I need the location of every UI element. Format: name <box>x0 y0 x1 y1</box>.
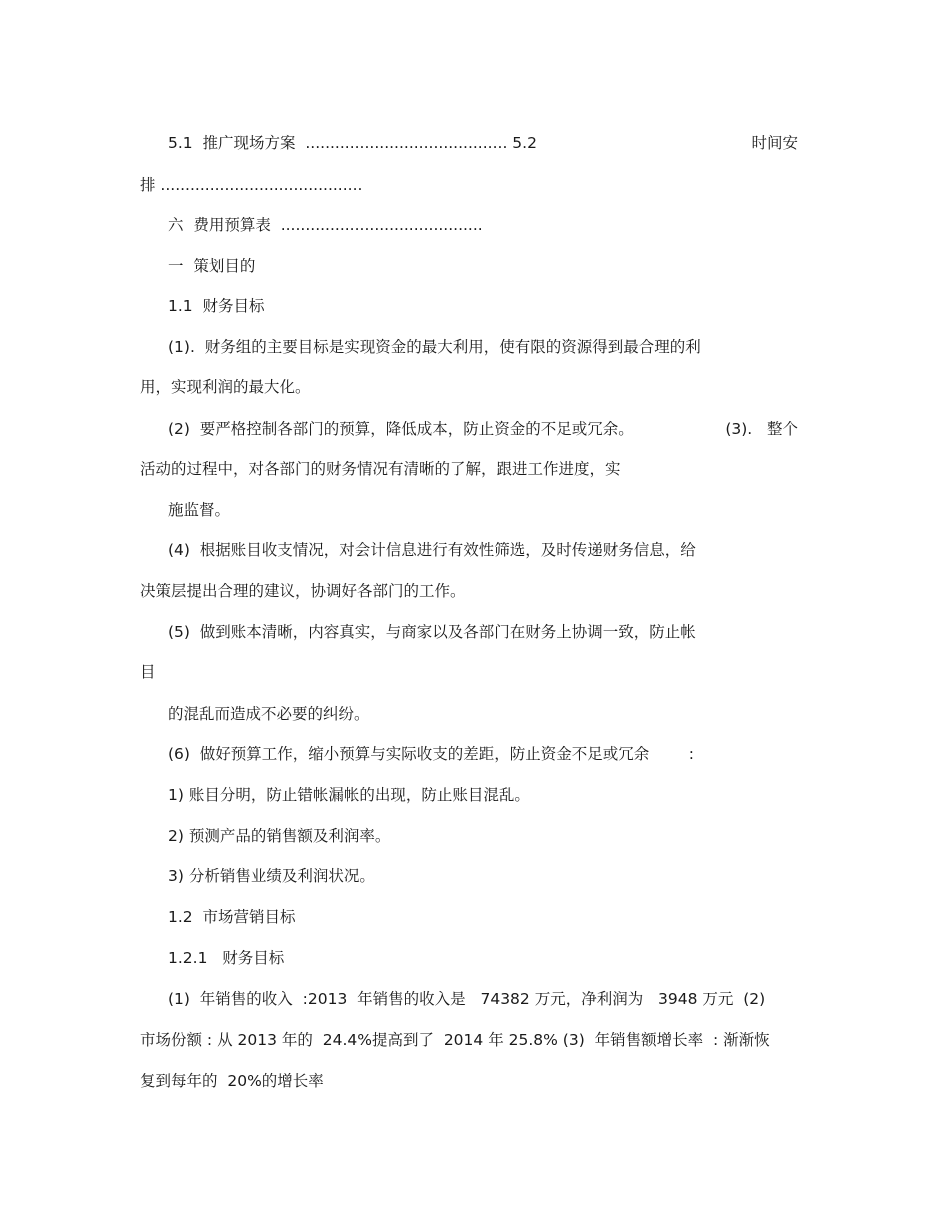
paragraph-7-line-1: (1) 年销售的收入 :2013 年销售的收入是 74382 万元，净利润为 3948 万元 (2) <box>168 990 766 1008</box>
paragraph-7-line-3: 复到每年的 20%的增长率 <box>140 1072 324 1090</box>
paragraph-5-line-1: (5) 做到账本清晰，内容真实，与商家以及各部门在财务上协调一致，防止帐 <box>168 623 696 641</box>
section-heading-1: 一 策划目的 <box>168 257 256 275</box>
paragraph-3-start: (3). 整个 <box>725 420 798 438</box>
paragraph-5-line-2: 目 <box>140 663 156 681</box>
list-item-3: 3) 分析销售业绩及利润状况。 <box>168 867 375 885</box>
paragraph-5-line-3: 的混乱而造成不必要的纠纷。 <box>168 705 370 723</box>
paragraph-1-line-1: (1). 财务组的主要目标是实现资金的最大利用，使有限的资源得到最合理的利 <box>168 338 701 356</box>
paragraph-7-line-2: 市场份额 : 从 2013 年的 24.4%提高到了 2014 年 25.8% (3) 年销售额增长率 : 渐渐恢 <box>140 1031 770 1049</box>
paragraph-1-line-2: 用，实现利润的最大化。 <box>140 378 311 396</box>
toc-line-5-2-cont: 排 ......................................... <box>140 176 363 194</box>
list-item-1: 1) 账目分明，防止错帐漏帐的出现，防止账目混乱。 <box>168 786 530 804</box>
paragraph-4-line-2: 决策层提出合理的建议，协调好各部门的工作。 <box>140 582 466 600</box>
subsection-heading-1-2-1: 1.2.1 财务目标 <box>168 949 285 967</box>
subsection-heading-1-1: 1.1 财务目标 <box>168 297 265 315</box>
subsection-heading-1-2: 1.2 市场营销目标 <box>168 908 296 926</box>
paragraph-2-line-1: (2) 要严格控制各部门的预算，降低成本，防止资金的不足或冗余。 <box>168 420 634 438</box>
toc-line-5-1: 5.1 推广现场方案 ......................................... 5.2 <box>168 134 537 152</box>
paragraph-3-line-3: 施监督。 <box>168 501 231 519</box>
list-item-2: 2) 预测产品的销售额及利润率。 <box>168 827 391 845</box>
toc-line-6: 六 费用预算表 ......................................... <box>168 216 483 234</box>
toc-line-5-2-tail: 时间安 <box>751 134 798 152</box>
paragraph-3-line-2: 活动的过程中，对各部门的财务情况有清晰的了解，跟进工作进度，实 <box>140 460 621 478</box>
paragraph-6-line-1: (6) 做好预算工作，缩小预算与实际收支的差距，防止资金不足或冗余 : <box>168 745 694 763</box>
paragraph-4-line-1: (4) 根据账目收支情况，对会计信息进行有效性筛选，及时传递财务信息，给 <box>168 541 696 559</box>
